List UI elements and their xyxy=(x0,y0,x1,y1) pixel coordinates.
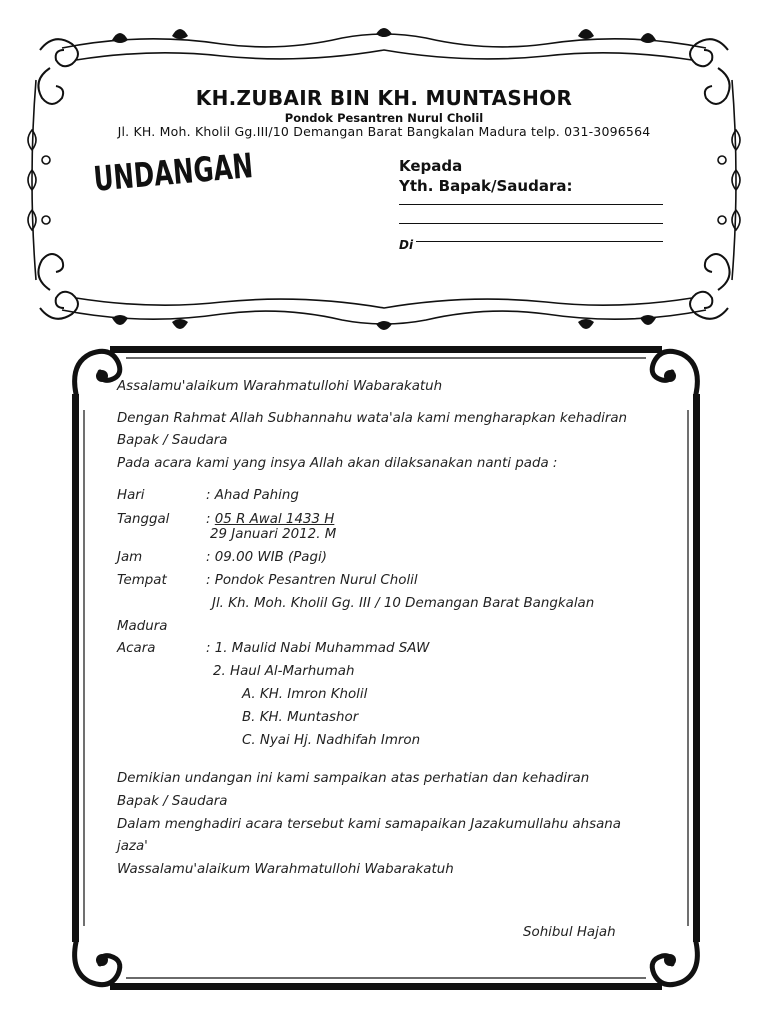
hari-label: Hari xyxy=(117,488,145,503)
yth-label: Yth. Bapak/Saudara: xyxy=(399,177,573,195)
sender-name: KH.ZUBAIR BIN KH. MUNTASHOR xyxy=(195,86,573,110)
tanggal-label: Tanggal xyxy=(117,512,170,527)
hari-value: : Ahad Pahing xyxy=(206,488,299,503)
recipient-line-1 xyxy=(399,204,663,205)
tempat-madura: Madura xyxy=(117,619,168,634)
undangan-title: UNDANGAN xyxy=(92,146,255,200)
acara-sub-item: C. Nyai Hj. Nadhifah Imron xyxy=(242,733,421,748)
kepada-label: Kepada xyxy=(399,157,463,175)
tempat-address: Jl. Kh. Moh. Kholil Gg. III / 10 Demangan Barat Bangkalan xyxy=(212,596,595,611)
closing-line-4: jaza' xyxy=(117,839,148,854)
farewell: Wassalamu'alaikum Warahmatullohi Wabarakatuh xyxy=(117,862,454,877)
di-line xyxy=(416,241,663,242)
acara-item-1: : 1. Maulid Nabi Muhammad SAW xyxy=(206,641,430,656)
tempat-label: Tempat xyxy=(117,573,167,588)
tanggal-value xyxy=(206,512,334,527)
intro-line-1: Dengan Rahmat Allah Subhannahu wata'ala kami mengharapkan kehadiran xyxy=(117,411,628,426)
tanggal-colon: : xyxy=(206,512,215,527)
tempat-value: : Pondok Pesantren Nurul Cholil xyxy=(206,573,418,588)
intro-line-2: Bapak / Saudara xyxy=(117,433,228,448)
recipient-block xyxy=(399,156,572,196)
institution-name: Pondok Pesantren Nurul Cholil xyxy=(284,111,484,125)
tanggal-masehi: 29 Januari 2012. M xyxy=(210,527,337,542)
recipient-line-2 xyxy=(399,223,663,224)
closing-line-3: Dalam menghadiri acara tersebut kami samapaikan Jazakumullahu ahsana xyxy=(117,817,621,832)
closing-line-1: Demikian undangan ini kami sampaikan atas perhatian dan kehadiran xyxy=(117,771,590,786)
signature-label: Sohibul Hajah xyxy=(523,925,616,940)
acara-sub-item: B. KH. Muntashor xyxy=(242,710,359,725)
acara-sub-item: A. KH. Imron Kholil xyxy=(242,687,368,702)
sender-address: Jl. KH. Moh. Kholil Gg.III/10 Demangan Barat Bangkalan Madura telp. 031-3096564 xyxy=(117,124,651,139)
acara-label: Acara xyxy=(117,641,156,656)
intro-line-3: Pada acara kami yang insya Allah akan dilaksanakan nanti pada : xyxy=(117,456,558,471)
closing-line-2: Bapak / Saudara xyxy=(117,794,228,809)
di-label: Di xyxy=(399,238,414,252)
tanggal-hijri: 05 R Awal 1433 H xyxy=(214,512,335,527)
jam-value: : 09.00 WIB (Pagi) xyxy=(206,550,327,565)
jam-label: Jam xyxy=(117,550,143,565)
greeting: Assalamu'alaikum Warahmatullohi Wabarakatuh xyxy=(117,379,443,394)
acara-item-2: 2. Haul Al-Marhumah xyxy=(213,664,355,679)
